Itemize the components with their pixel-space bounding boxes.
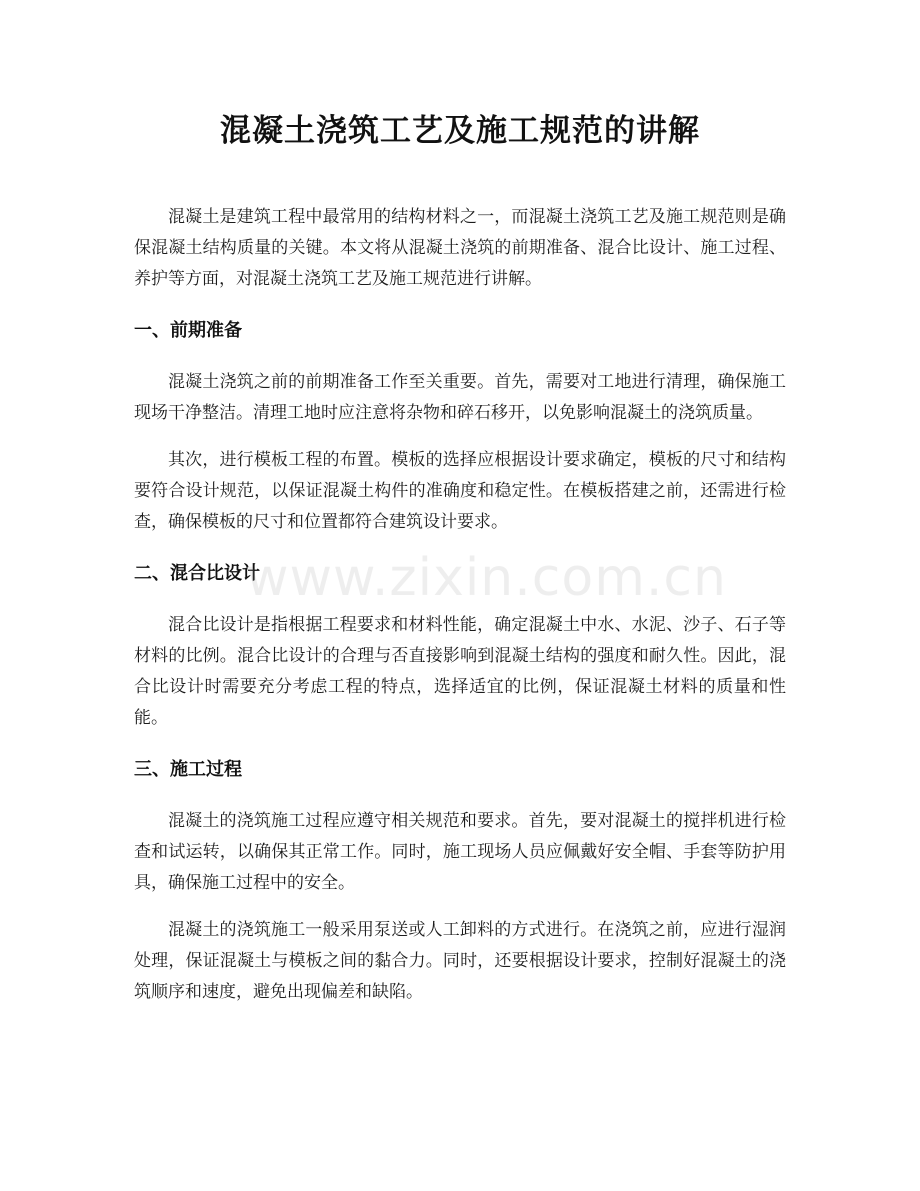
section-heading-preparation: 一、前期准备 <box>134 320 242 341</box>
preparation-paragraph-1: 混凝土浇筑之前的前期准备工作至关重要。首先，需要对工地进行清理，确保施工现场干净整洁。清理工地时应注意将杂物和碎石移开，以免影响混凝土的浇筑质量。 <box>134 372 786 423</box>
construction-paragraph-2: 混凝土的浇筑施工一般采用泵送或人工卸料的方式进行。在浇筑之前，应进行湿润处理，保证混凝土与模板之间的黏合力。同时，还要根据设计要求，控制好混凝土的浇筑顺序和速度，避免出现偏差和缺陷。 <box>134 920 786 1002</box>
intro-paragraph: 混凝土是建筑工程中最常用的结构材料之一，而混凝土浇筑工艺及施工规范则是确保混凝土结构质量的关键。本文将从混凝土浇筑的前期准备、混合比设计、施工过程、养护等方面，对混凝土浇筑工艺及施工规范进行讲解。 <box>134 207 786 289</box>
mix-design-paragraph-1: 混合比设计是指根据工程要求和材料性能，确定混凝土中水、水泥、沙子、石子等材料的比例。混合比设计的合理与否直接影响到混凝土结构的强度和耐久性。因此，混合比设计时需要充分考虑工程的特点，选择适宜的比例，保证混凝土材料的质量和性能。 <box>134 615 786 728</box>
section-heading-construction: 三、施工过程 <box>134 759 242 780</box>
construction-paragraph-1: 混凝土的浇筑施工过程应遵守相关规范和要求。首先，要对混凝土的搅拌机进行检查和试运转，以确保其正常工作。同时，施工现场人员应佩戴好安全帽、手套等防护用具，确保施工过程中的安全。 <box>134 811 786 893</box>
preparation-paragraph-2: 其次，进行模板工程的布置。模板的选择应根据设计要求确定，模板的尺寸和结构要符合设计规范，以保证混凝土构件的准确度和稳定性。在模板搭建之前，还需进行检查，确保模板的尺寸和位置都符合建筑设计要求。 <box>134 450 786 532</box>
section-heading-mix-design: 二、混合比设计 <box>134 563 260 584</box>
document-title: 混凝土浇筑工艺及施工规范的讲解 <box>220 113 700 149</box>
watermark: www.zixin.com.cn <box>246 548 727 608</box>
